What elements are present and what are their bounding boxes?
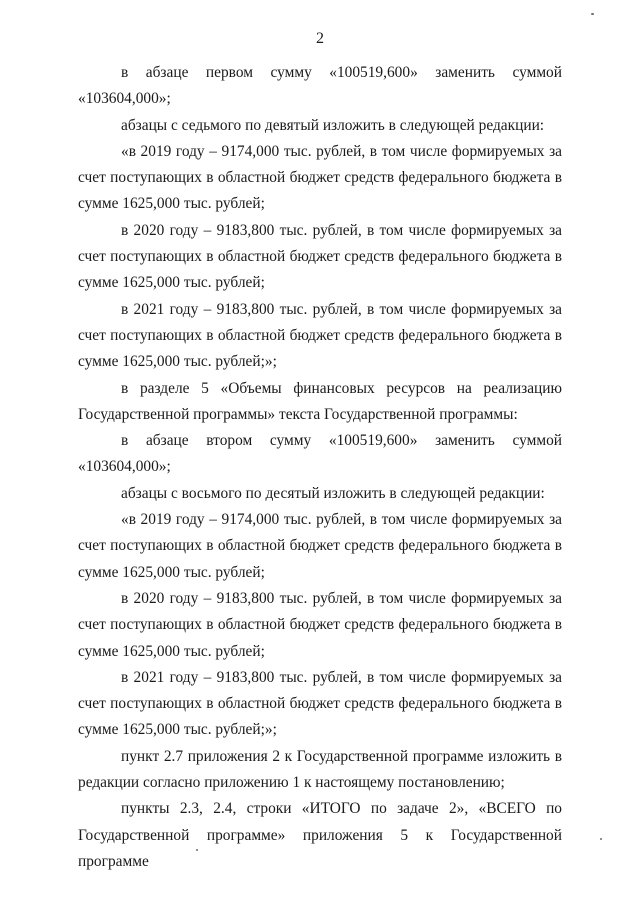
document-body (78, 60, 562, 875)
paragraph-11: в 2021 году – 9183,800 тыс. рублей, в том числе формируемых за счет поступающих в областной бюджет средств федерального бюджета в сумме 1625,000 тыс. рублей;»; (78, 668, 562, 739)
paragraph-1: в абзаце первом сумму «100519,600» заменить суммой «103604,000»; (78, 64, 562, 108)
paragraph-7: в абзаце втором сумму «100519,600» заменить суммой «103604,000»; (78, 432, 562, 476)
paragraph-12: пункт 2.7 приложения 2 к Государственной программе изложить в редакции согласно приложению 1 к настоящему постановлению; (78, 747, 562, 792)
page-number: 2 (316, 30, 324, 47)
scan-speck (600, 838, 602, 840)
paragraph-8: абзацы с восьмого по десятый изложить в следующей редакции: (121, 484, 545, 502)
paragraph-9: «в 2019 году – 9174,000 тыс. рублей, в том числе формируемых за счет поступающих в областной бюджет средств федерального бюджета в сумме 1625,000 тыс. рублей; (78, 511, 562, 581)
paragraph-10: в 2020 году – 9183,800 тыс. рублей, в том числе формируемых за счет поступающих в областной бюджет средств федерального бюджета в сумме 1625,000 тыс. рублей; (78, 589, 562, 660)
paragraph-13: пункты 2.3, 2.4, строки «ИТОГО по задаче 2», «ВСЕГО по Государственной программе» приложения 5 к Государственной программе (78, 800, 562, 870)
paragraph-2: абзацы с седьмого по девятый изложить в следующей редакции: (121, 116, 545, 134)
paragraph-4: в 2020 году – 9183,800 тыс. рублей, в том числе формируемых за счет поступающих в областной бюджет средств федерального бюджета в сумме 1625,000 тыс. рублей; (78, 221, 562, 292)
paragraph-5: в 2021 году – 9183,800 тыс. рублей, в том числе формируемых за счет поступающих в областной бюджет средств федерального бюджета в сумме 1625,000 тыс. рублей;»; (78, 300, 562, 371)
paragraph-6: в разделе 5 «Объемы финансовых ресурсов на реализацию Государственной программы» текста Государственной программы: (78, 379, 562, 423)
scan-speck (196, 849, 198, 851)
paragraph-3: «в 2019 году – 9174,000 тыс. рублей, в том числе формируемых за счет поступающих в областной бюджет средств федерального бюджета в сумме 1625,000 тыс. рублей; (78, 142, 562, 213)
scan-speck (591, 13, 594, 15)
